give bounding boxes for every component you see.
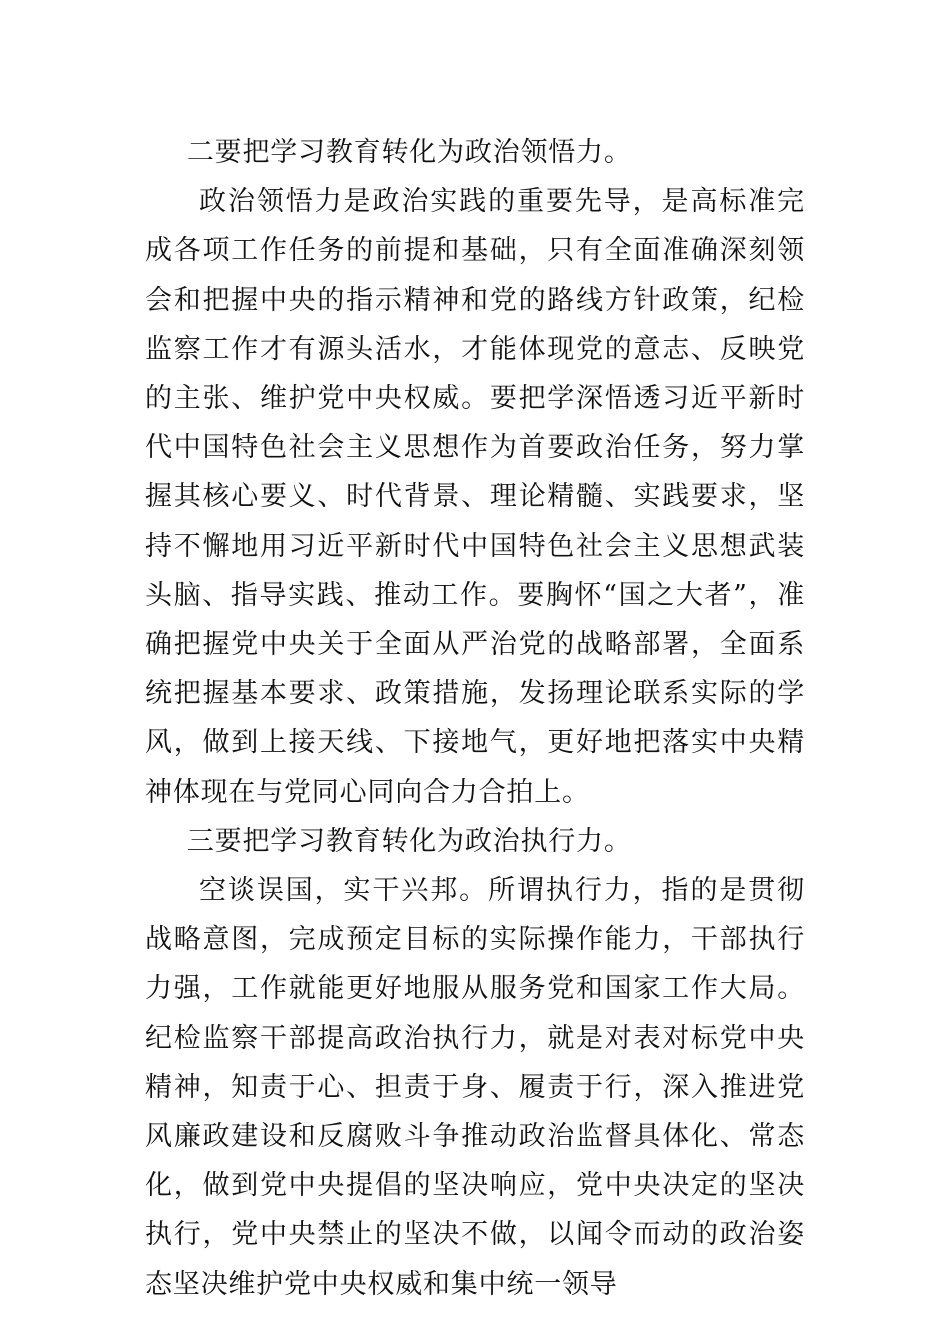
section-heading-3: 三要把学习教育转化为政治执行力。 <box>186 825 632 857</box>
section-heading-2: 二要把学习教育转化为政治领悟力。 <box>186 137 632 168</box>
paragraph-political-comprehension: 政治领悟力是政治实践的重要先导，是高标准完成各项工作任务的前提和基础，只有全面准确深刻领会和把握中央的指示精神和党的路线方针政策，纪检监察工作才有源头活水，才能体现党的意志、反映党的主张、维护党中央权威。要把学深悟透习近平新时代中国特色社会主义思想作为首要政治任务，努力掌握其核心要义、时代背景、理论精髓、实践要求，坚持不懈地用习近平新时代中国特色社会主义思想武装头脑、指导实践、推动工作。要胸怀“国之大者”，准确把握党中央关于全面从严治党的战略部署，全面系统把握基本要求、政策措施，发扬理论联系实际的学风，做到上接天线、下接地气，更好地把落实中央精神体现在与党同心同向合力合拍上。 <box>145 186 805 808</box>
paragraph-political-execution: 空谈误国，实干兴邦。所谓执行力，指的是贯彻战略意图，完成预定目标的实际操作能力，干部执行力强，工作就能更好地服从服务党和国家工作大局。纪检监察干部提高政治执行力，就是对表对标党中央精神，知责于心、担责于身、履责于行，深入推进党风廉政建设和反腐败斗争推动政治监督具体化、常态化，做到党中央提倡的坚决响应，党中央决定的坚决执行，党中央禁止的坚决不做，以闻令而动的政治姿态坚决维护党中央权威和集中统一领导 <box>145 875 805 1300</box>
document-body <box>145 128 805 1309</box>
